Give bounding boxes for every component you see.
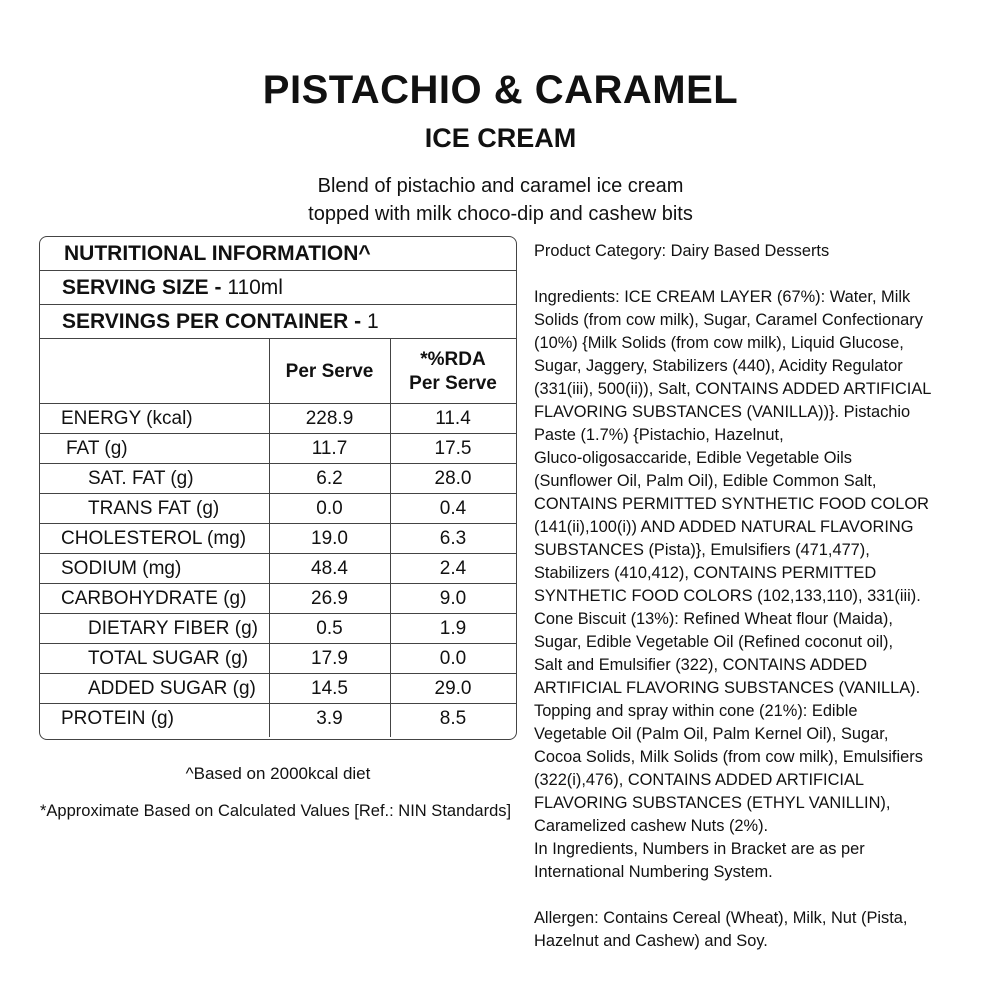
rda-value: 6.3 <box>439 528 467 549</box>
nutrition-row <box>40 493 516 523</box>
ingredients-line: (10%) {Milk Solids (from cow milk), Liquid Glucose, <box>534 334 904 352</box>
ingredients-line: (Sunflower Oil, Palm Oil), Edible Common Salt, <box>534 472 877 490</box>
ingredients-line: (322(i),476), CONTAINS ADDED ARTIFICIAL <box>534 771 865 789</box>
description-line: Blend of pistachio and caramel ice cream <box>317 175 684 197</box>
ingredients-line: Sugar, Jaggery, Stabilizers (440), Acidity Regulator <box>534 357 903 375</box>
rda-value: 0.0 <box>439 648 467 669</box>
serving-size-label: SERVING SIZE - <box>62 275 222 299</box>
nutrition-row <box>40 433 516 463</box>
ingredients-line: CONTAINS PERMITTED SYNTHETIC FOOD COLOR <box>534 495 929 513</box>
ingredients-line: Salt and Emulsifier (322), CONTAINS ADDED <box>534 656 868 674</box>
ingredients-line: FLAVORING SUBSTANCES (VANILLA))}. Pistachio <box>534 403 911 421</box>
nutrient-label: CARBOHYDRATE (g) <box>61 588 247 609</box>
rda-value: 11.4 <box>435 408 471 429</box>
nutrient-label: ENERGY (kcal) <box>61 408 193 429</box>
product-category: Product Category: Dairy Based Desserts <box>534 242 830 260</box>
nutrition-row <box>40 463 516 493</box>
nutrition-row <box>40 673 516 703</box>
product-title: PISTACHIO & CARAMEL <box>262 68 739 112</box>
nutrient-label: SAT. FAT (g) <box>88 468 194 489</box>
allergen-line: Allergen: Contains Cereal (Wheat), Milk, Nut (Pista, <box>534 909 908 927</box>
per-serve-value: 26.9 <box>311 588 348 609</box>
ingredients-line: International Numbering System. <box>534 863 773 881</box>
nutrient-label: TOTAL SUGAR (g) <box>88 648 249 669</box>
nutrition-row <box>40 703 516 737</box>
servings-row <box>40 305 516 339</box>
per-serve-value: 19.0 <box>311 528 348 549</box>
nutrient-label: CHOLESTEROL (mg) <box>61 528 247 549</box>
ingredients-line: Ingredients: ICE CREAM LAYER (67%): Water, Milk <box>534 288 911 306</box>
nutrient-label: DIETARY FIBER (g) <box>88 618 258 639</box>
product-description <box>0 172 1001 228</box>
column-header-rda: *%RDA Per Serve <box>409 349 497 394</box>
nutrient-label: TRANS FAT (g) <box>88 498 220 519</box>
footnote-diet: ^Based on 2000kcal diet <box>185 764 371 783</box>
ingredients-line: Vegetable Oil (Palm Oil, Palm Kernel Oil), Sugar, <box>534 725 889 743</box>
ingredients-line: SUBSTANCES (Pista)}, Emulsifiers (471,477), <box>534 541 870 559</box>
ingredients-line: FLAVORING SUBSTANCES (ETHYL VANILLIN), <box>534 794 891 812</box>
nutrition-table <box>39 236 517 740</box>
rda-value: 28.0 <box>434 468 472 489</box>
allergen-line: Hazelnut and Cashew) and Soy. <box>534 932 768 950</box>
servings-label: SERVINGS PER CONTAINER - <box>62 309 362 333</box>
ingredients-text <box>534 286 994 884</box>
per-serve-value: 0.0 <box>316 498 343 519</box>
ingredients-line: Cocoa Solids, Milk Solids (from cow milk), Emulsifiers <box>534 748 923 766</box>
nutrient-label: SODIUM (mg) <box>61 558 182 579</box>
nutrition-row <box>40 613 516 643</box>
per-serve-value: 14.5 <box>311 678 348 699</box>
rda-value: 29.0 <box>434 678 472 699</box>
ingredients-line: Gluco-oligosaccaride, Edible Vegetable Oils <box>534 449 852 467</box>
rda-value: 9.0 <box>439 588 467 609</box>
ingredients-line: Paste (1.7%) {Pistachio, Hazelnut, <box>534 426 784 444</box>
per-serve-value: 228.9 <box>305 408 354 429</box>
per-serve-value: 48.4 <box>311 558 348 579</box>
per-serve-value: 17.9 <box>311 648 348 669</box>
ingredients-line: In Ingredients, Numbers in Bracket are as per <box>534 840 865 858</box>
rda-value: 17.5 <box>434 438 472 459</box>
per-serve-value: 6.2 <box>316 468 343 489</box>
nutrition-heading: NUTRITIONAL INFORMATION^ <box>40 237 516 271</box>
nutrition-row <box>40 403 516 433</box>
ingredients-line: Stabilizers (410,412), CONTAINS PERMITTED <box>534 564 877 582</box>
ingredients-line: ARTIFICIAL FLAVORING SUBSTANCES (VANILLA). <box>534 679 921 697</box>
nutrition-row <box>40 553 516 583</box>
serving-size-value: 110ml <box>227 275 283 299</box>
nutrient-label: FAT (g) <box>66 438 128 459</box>
product-details <box>534 240 994 953</box>
column-header-per-serve: Per Serve <box>285 361 374 382</box>
product-subtitle: ICE CREAM <box>424 123 577 153</box>
servings-value: 1 <box>366 309 379 333</box>
nutrition-row <box>40 583 516 613</box>
ingredients-line: Caramelized cashew Nuts (2%). <box>534 817 769 835</box>
ingredients-line: (141(ii),100(i)) AND ADDED NATURAL FLAVORING <box>534 518 914 536</box>
per-serve-value: 3.9 <box>316 708 343 729</box>
nutrient-label: PROTEIN (g) <box>61 708 174 729</box>
ingredients-line: Solids (from cow milk), Sugar, Caramel Confectionary <box>534 311 923 329</box>
allergen-text <box>534 907 994 953</box>
ingredients-line: Sugar, Edible Vegetable Oil (Refined coconut oil), <box>534 633 893 651</box>
ingredients-line: Cone Biscuit (13%): Refined Wheat flour (Maida), <box>534 610 893 628</box>
nutrition-row <box>40 643 516 673</box>
ingredients-line: Topping and spray within cone (21%): Edible <box>534 702 858 720</box>
rda-value: 8.5 <box>439 708 467 729</box>
rda-value: 1.9 <box>439 618 467 639</box>
rda-value: 2.4 <box>439 558 467 579</box>
description-line: topped with milk choco-dip and cashew bits <box>308 203 693 225</box>
nutrition-row <box>40 523 516 553</box>
per-serve-value: 0.5 <box>316 618 343 639</box>
rda-value: 0.4 <box>439 498 467 519</box>
serving-size-row <box>40 271 516 305</box>
ingredients-line: SYNTHETIC FOOD COLORS (102,133,110), 331(iii). <box>534 587 921 605</box>
footnote-rda: *Approximate Based on Calculated Values [Ref.: NIN Standards] <box>40 802 512 820</box>
nutrient-label: ADDED SUGAR (g) <box>88 678 256 699</box>
per-serve-value: 11.7 <box>311 438 348 459</box>
ingredients-line: (331(iii), 500(ii)), Salt, CONTAINS ADDED ARTIFICIAL <box>534 380 932 398</box>
